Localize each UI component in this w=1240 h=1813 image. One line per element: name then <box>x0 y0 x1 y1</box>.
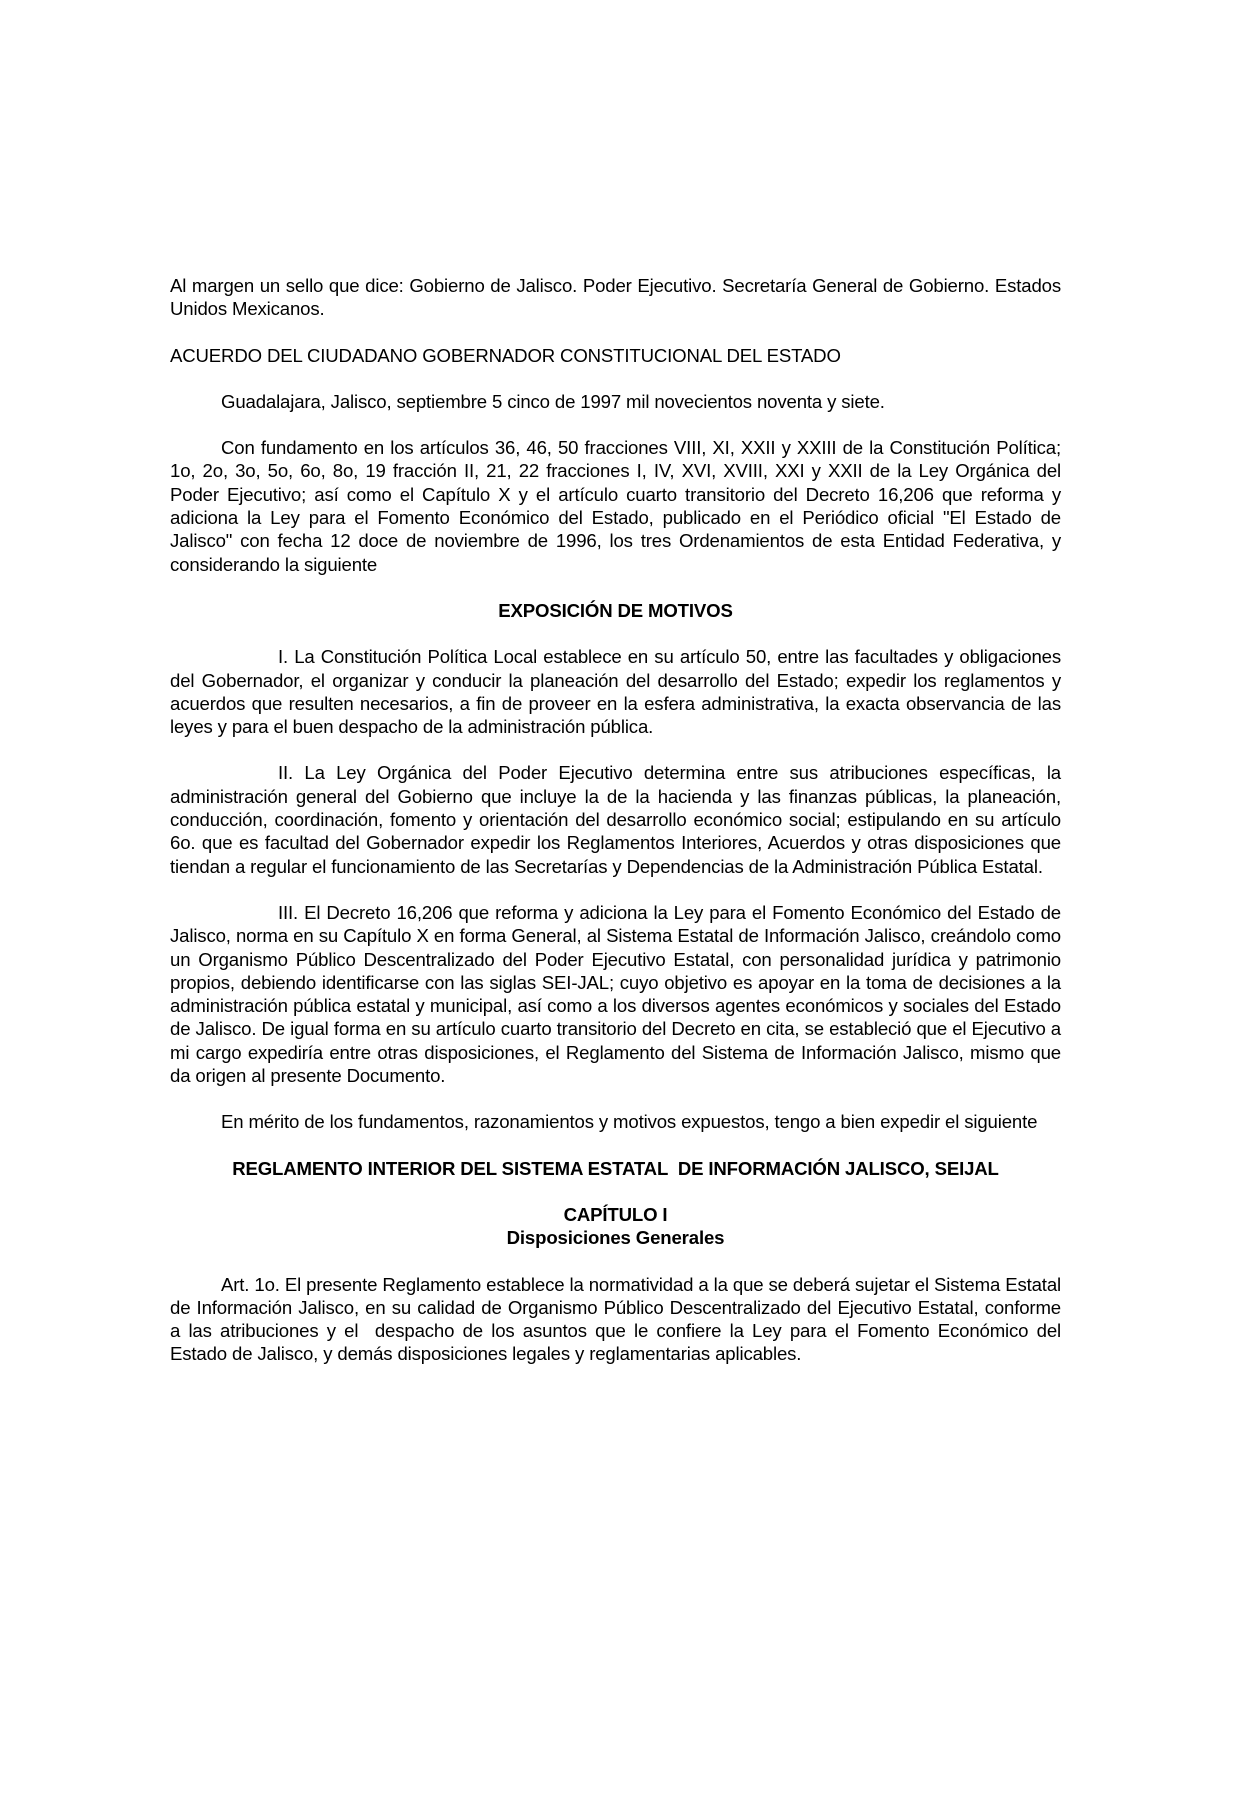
chapter-name: Disposiciones Generales <box>506 1227 725 1249</box>
reglamento-title: REGLAMENTO INTERIOR DEL SISTEMA ESTATAL DE INFORMACIÓN JALISCO, SEIJAL <box>232 1157 999 1179</box>
exposicion-heading: EXPOSICIÓN DE MOTIVOS <box>498 599 733 621</box>
seal-notice: Al margen un sello que dice: Gobierno de Jalisco. Poder Ejecutivo. Secretaría General de Gobierno. Estados Unidos Mexicanos. <box>170 275 1061 320</box>
motivo-paragraph-2: II. La Ley Orgánica del Poder Ejecutivo determina entre sus atribuciones específicas, la administración general del Gobierno que incluye la de la hacienda y las finanzas públicas, la planeación, conducción, coordinación, fomento y orientación del desarrollo económico social; estipulando en su artículo 6o. que es facultad del Gobernador expedir los Reglamentos Interiores, Acuerdos y otras disposiciones que tiendan a regular el funcionamiento de las Secretarías y Dependencias de la Administración Pública Estatal. <box>170 762 1097 877</box>
acuerdo-title: ACUERDO DEL CIUDADANO GOBERNADOR CONSTITUCIONAL DEL ESTADO <box>170 344 841 366</box>
chapter-number: CAPÍTULO I <box>563 1203 668 1225</box>
motivo-paragraph-1: I. La Constitución Política Local establece en su artículo 50, entre las facultades y obligaciones del Gobernador, el organizar y conducir la planeación del desarrollo del Estado; expedir los reglamentos y acuerdos que resulten necesarios, a fin de proveer en la esfera administrativa, la exacta observancia de las leyes y para el buen despacho de la administración pública. <box>170 646 1061 738</box>
motivo-paragraph-3: III. El Decreto 16,206 que reforma y adiciona la Ley para el Fomento Económico del Estado de Jalisco, norma en su Capítulo X en forma General, al Sistema Estatal de Información Jalisco, creándolo como un Organismo Público Descentralizado del Poder Ejecutivo Estatal, con personalidad jurídica y patrimonio propios, debiendo identificarse con las siglas SEI-JAL; cuyo objetivo es apoyar en la toma de decisiones a la administración pública estatal y municipal, así como a los diversos agentes económicos y sociales del Estado de Jalisco. De igual forma en su artículo cuarto transitorio del Decreto en cita, se estableció que el Ejecutivo a mi cargo expediría entre otras disposiciones, el Reglamento del Sistema de Información Jalisco, mismo que da origen al presente Documento. <box>170 901 1061 1087</box>
merito-paragraph: En mérito de los fundamentos, razonamientos y motivos expuestos, tengo a bien expedir el siguiente <box>221 1111 1038 1133</box>
document-body <box>170 274 1097 1366</box>
article-1: Art. 1o. El presente Reglamento establece la normatividad a la que se deberá sujetar el Sistema Estatal de Información Jalisco, en su calidad de Organismo Público Descentralizado del Ejecutivo Estatal, conforme a las atribuciones y el despacho de los asuntos que le confiere la Ley para el Fomento Económico del Estado de Jalisco, y demás disposiciones legales y reglamentarias aplicables. <box>170 1273 1067 1365</box>
fundamento-paragraph: Con fundamento en los artículos 36, 46, 50 fracciones VIII, XI, XXII y XXIII de la Constitución Política; 1o, 2o, 3o, 5o, 6o, 8o, 19 fracción II, 21, 22 fracciones I, IV, XVI, XVIII, XXI y XXII de la Ley Orgánica del Poder Ejecutivo; así como el Capítulo X y el artículo cuarto transitorio del Decreto 16,206 que reforma y adiciona la Ley para el Fomento Económico del Estado, publicado en el Periódico oficial "El Estado de Jalisco" con fecha 12 doce de noviembre de 1996, los tres Ordenamientos de esta Entidad Federativa, y considerando la siguiente <box>170 437 1061 575</box>
place-date: Guadalajara, Jalisco, septiembre 5 cinco de 1997 mil novecientos noventa y siete. <box>221 390 885 412</box>
